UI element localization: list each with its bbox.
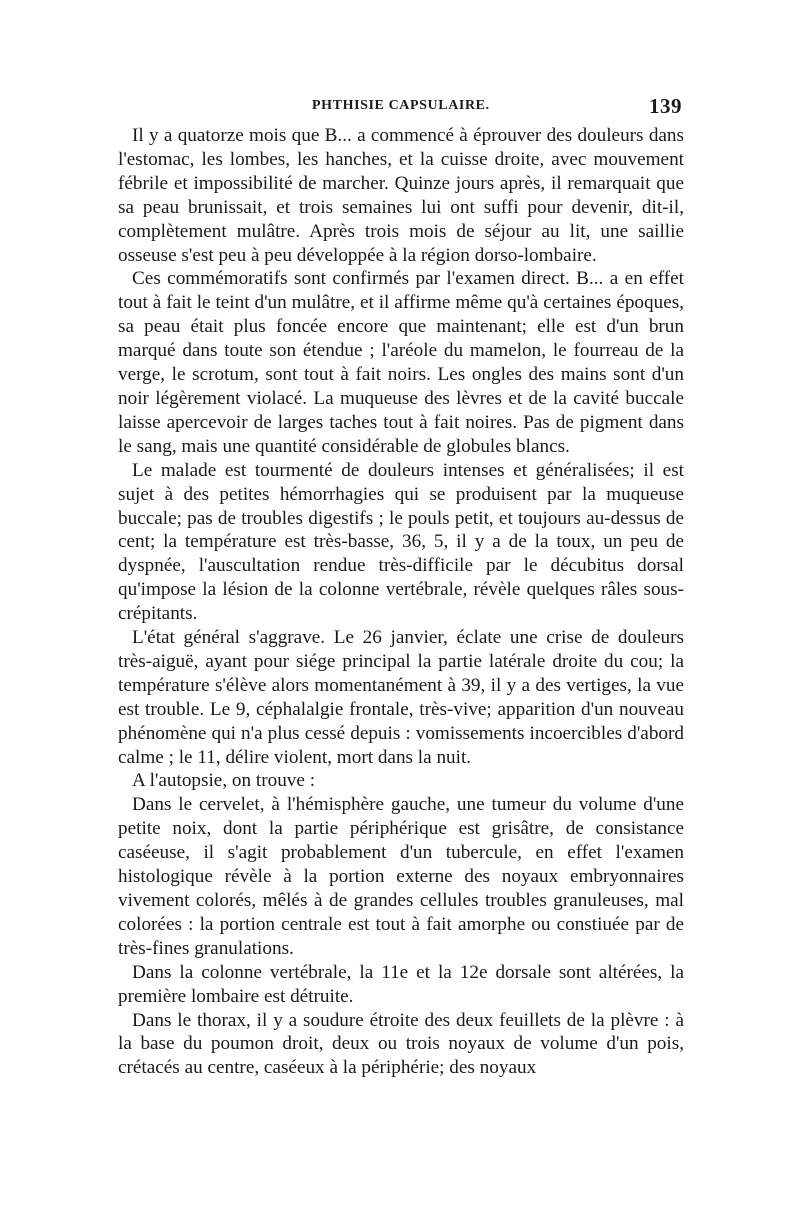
page-number: 139: [649, 94, 682, 118]
book-page: [118, 96, 684, 1080]
paragraph: Ces commémoratifs sont confirmés par l'examen direct. B... a en effet tout à fait le teint d'un mulâtre, et il affirme même qu'à certaines époques, sa peau était plus foncée encore que maintenant; elle est d'un brun marqué dans toute son étendue ; l'aréole du mamelon, le fourreau de la verge, le scrotum, sont tout à fait noirs. Les ongles des mains sont d'un noir légèrement violacé. La muqueuse des lèvres et de la cavité buccale laisse apercevoir de larges taches tout à fait noires. Pas de pigment dans le sang, mais une quantité considérable de globules blancs.: [118, 268, 684, 457]
paragraph: A l'autopsie, on trouve :: [132, 770, 316, 792]
body-text: [118, 124, 684, 1080]
running-title: PHTHISIE CAPSULAIRE.: [312, 98, 490, 113]
paragraph: Dans la colonne vertébrale, la 11e et la 12e dorsale sont altérées, la première lombaire est détruite.: [118, 961, 684, 1007]
paragraph: Le malade est tourmenté de douleurs intenses et généralisées; il est sujet à des petites hémorrhagies qui se produisent par la muqueuse buccale; pas de troubles digestifs ; le pouls petit, et toujours au-dessus de cent; la température est très-basse, 36, 5, il y a de la toux, un peu de dyspnée, l'auscultation rendue très-difficile par le décubitus dorsal qu'impose la lésion de la colonne vertébrale, révèle quelques râles sous-crépitants.: [118, 459, 684, 625]
paragraph: Il y a quatorze mois que B... a commencé à éprouver des douleurs dans l'estomac, les lombes, les hanches, et la cuisse droite, avec mouvement fébrile et impossibilité de marcher. Quinze jours après, il remarquait que sa peau brunissait, et trois semaines lui ont suffi pour devenir, dit-il, complètement mulâtre. Après trois mois de séjour au lit, une saillie osseuse s'est peu à peu développée à la région dorso-lombaire.: [118, 125, 684, 266]
running-head: [118, 96, 684, 124]
paragraph: Dans le thorax, il y a soudure étroite des deux feuillets de la plèvre : à la base du poumon droit, deux ou trois noyaux de volume d'un pois, crétacés au centre, caséeux à la périphérie; des noyaux: [118, 1009, 684, 1079]
paragraph: Dans le cervelet, à l'hémisphère gauche, une tumeur du volume d'une petite noix, dont la partie périphérique est grisâtre, de consistance caséeuse, il s'agit probablement d'un tubercule, en effet l'examen histologique révèle à la portion externe des noyaux embryonnaires vivement colorés, mêlés à de grandes cellules troubles granuleuses, mal colorées : la portion centrale est tout à fait amorphe ou constiuée par de très-fines granulations.: [118, 794, 684, 959]
paragraph: L'état général s'aggrave. Le 26 janvier, éclate une crise de douleurs très-aiguë, ayant pour siége principal la partie latérale droite du cou; la température s'élève alors momentanément à 39, il y a des vertiges, la vue est trouble. Le 9, céphalalgie frontale, très-vive; apparition d'un nouveau phénomène qui n'a plus cessé depuis : vomissements incoercibles d'abord calme ; le 11, délire violent, mort dans la nuit.: [118, 627, 684, 768]
